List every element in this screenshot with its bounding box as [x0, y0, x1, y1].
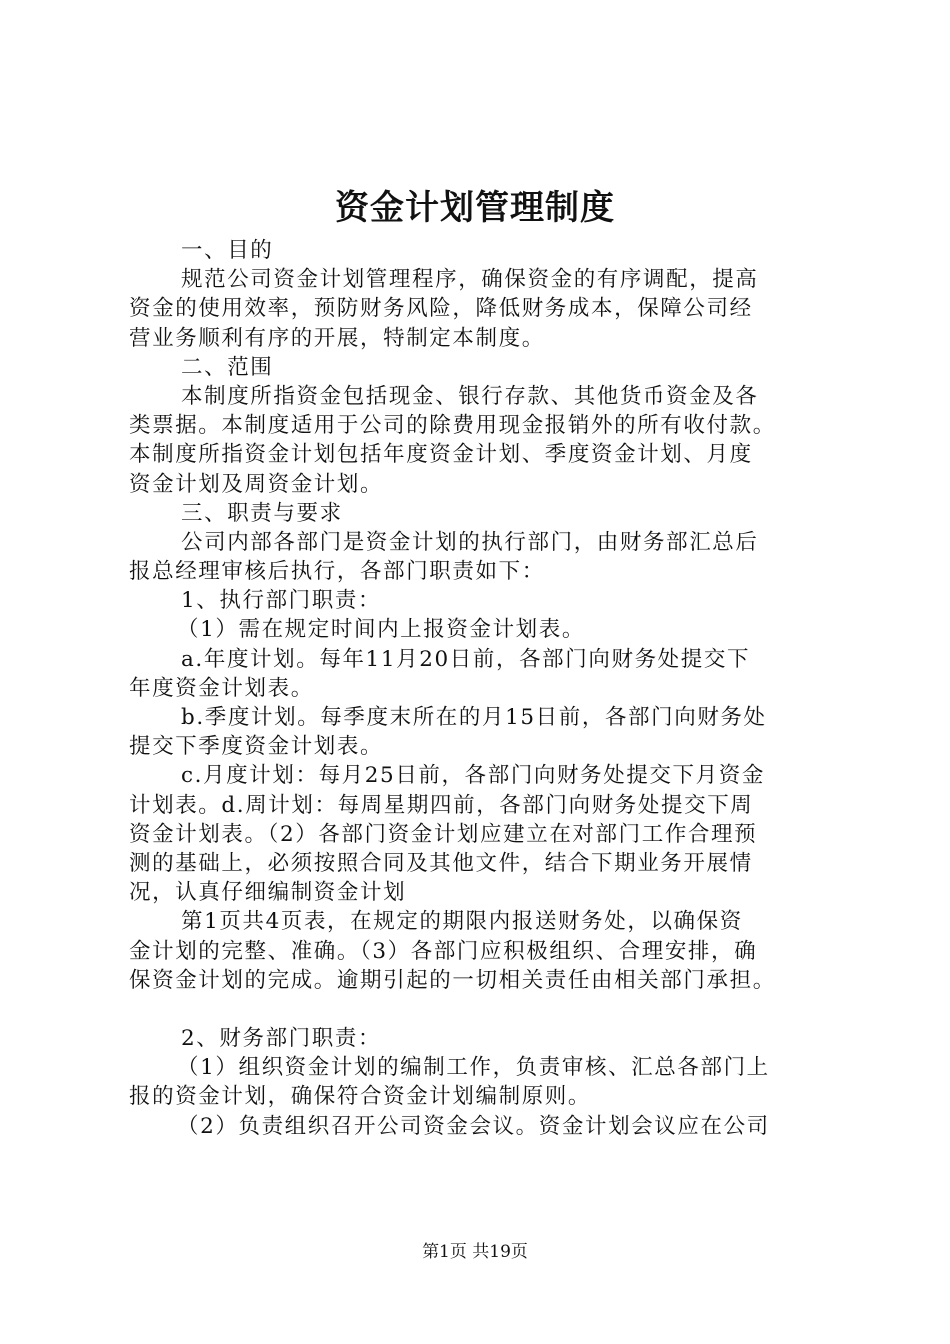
paragraph-line: 况，认真仔细编制资金计划	[129, 880, 407, 906]
paragraph-line: 金计划的完整、准确。（3）各部门应积极组织、合理安排，确	[129, 938, 758, 964]
section-heading-purpose: 一、目的	[181, 238, 274, 263]
paragraph-line: 资金计划及周资金计划。	[129, 471, 384, 497]
paragraph-line: 本制度所指资金包括现金、银行存款、其他货币资金及各	[181, 383, 759, 409]
page-footer: 第1页 共19页	[422, 1242, 528, 1262]
paragraph-line: c.月度计划：每月25日前，各部门向财务处提交下月资金	[181, 763, 765, 789]
section-heading-scope: 二、范围	[181, 354, 274, 380]
paragraph-line: 提交下季度资金计划表。	[129, 734, 384, 760]
paragraph-line: a.年度计划。每年11月20日前，各部门向财务处提交下	[181, 646, 751, 672]
paragraph-line: （2）负责组织召开公司资金会议。资金计划会议应在公司	[177, 1113, 770, 1139]
document-body	[129, 236, 835, 1141]
paragraph-line: 测的基础上，必须按照合同及其他文件，结合下期业务开展情	[129, 850, 753, 876]
blank-line	[129, 995, 835, 1024]
paragraph-line: 报的资金计划，确保符合资金计划编制原则。	[129, 1084, 592, 1110]
paragraph-line: 计划表。d.周计划：每周星期四前，各部门向财务处提交下周	[129, 792, 754, 818]
subsection-heading: 1、执行部门职责：	[181, 588, 382, 614]
paragraph-line: 公司内部各部门是资金计划的执行部门，由财务部汇总后	[181, 529, 759, 555]
paragraph-line: （1）组织资金计划的编制工作，负责审核、汇总各部门上	[177, 1055, 770, 1081]
section-heading-duties: 三、职责与要求	[181, 500, 343, 526]
paragraph-line: 本制度所指资金计划包括年度资金计划、季度资金计划、月度	[129, 442, 753, 468]
paragraph-line: 保资金计划的完成。逾期引起的一切相关责任由相关部门承担。	[129, 967, 776, 993]
paragraph-line: 第1页共4页表，在规定的期限内报送财务处，以确保资	[181, 909, 743, 935]
paragraph-line: 年度资金计划表。	[129, 675, 314, 701]
paragraph-line: 营业务顺利有序的开展，特制定本制度。	[129, 325, 545, 351]
paragraph-line: 规范公司资金计划管理程序，确保资金的有序调配，提高	[181, 267, 759, 293]
paragraph-line: 类票据。本制度适用于公司的除费用现金报销外的所有收付款。	[129, 413, 776, 439]
paragraph-line: （1）需在规定时间内上报资金计划表。	[177, 617, 585, 643]
subsection-heading: 2、财务部门职责：	[181, 1026, 382, 1052]
paragraph-line: 资金的使用效率，预防财务风险，降低财务成本，保障公司经	[129, 296, 753, 322]
paragraph-line: b.季度计划。每季度末所在的月15日前，各部门向财务处	[181, 705, 767, 730]
document-title: 资金计划管理制度	[335, 188, 615, 228]
paragraph-line: 报总经理审核后执行，各部门职责如下：	[129, 559, 545, 585]
paragraph-line: 资金计划表。（2）各部门资金计划应建立在对部门工作合理预	[129, 821, 758, 847]
